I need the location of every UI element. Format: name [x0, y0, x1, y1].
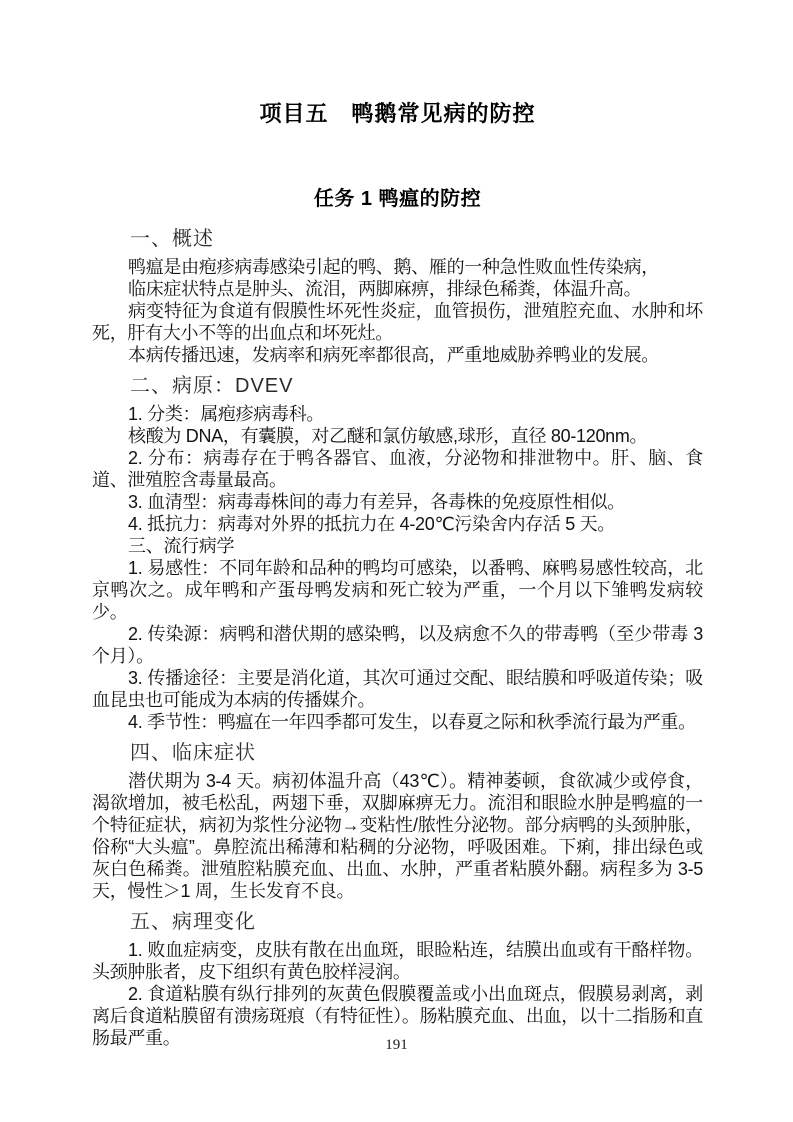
task-title: 任务 1 鸭瘟的防控	[313, 188, 482, 210]
body-paragraph: 3. 传播途径：主要是消化道，其次可通过交配、眼结膜和呼吸道传染；吸血昆虫也可能成为本病的传播媒介。	[92, 668, 703, 710]
body-paragraph: 2. 分布：病毒存在于鸭各器官、血液，分泌物和排泄物中。肝、脑、食道、泄殖腔含毒量最高。	[92, 448, 703, 490]
section-heading: 二、病原：DVEV	[130, 375, 294, 397]
body-paragraph: 2. 食道粘膜有纵行排列的灰黄色假膜覆盖或小出血斑点，假膜易剥离，剥离后食道粘膜留有溃疡斑痕（有特征性）。肠粘膜充血、出血，以十二指肠和直肠最严重。	[92, 984, 703, 1048]
body-paragraph: 2. 传染源：病鸭和潜伏期的感染鸭，以及病愈不久的带毒鸭（至少带毒 3 个月）。	[92, 624, 703, 666]
page-number: 191	[385, 1037, 408, 1053]
body-paragraph: 3. 血清型：病毒毒株间的毒力有差异，各毒株的免疫原性相似。	[128, 492, 626, 512]
body-paragraph: 本病传播迅速，发病率和病死率都很高，严重地威胁养鸭业的发展。	[128, 345, 659, 365]
body-paragraph: 1. 易感性：不同年龄和品种的鸭均可感染，以番鸭、麻鸭易感性较高，北京鸭次之。成年鸭和产蛋母鸭发病和死亡较为严重，一个月以下雏鸭发病较少。	[92, 558, 703, 622]
section-heading: 四、临床症状	[130, 742, 256, 764]
body-paragraph: 1. 分类：属疱疹病毒科。	[128, 404, 325, 424]
document-body	[92, 226, 703, 1049]
section-heading: 五、病理变化	[130, 911, 256, 933]
section-heading: 一、概述	[130, 228, 214, 250]
body-paragraph: 4. 抵抗力：病毒对外界的抵抗力在 4-20℃污染舍内存活 5 天。	[128, 514, 616, 534]
body-paragraph: 病变特征为食道有假膜性坏死性炎症，血管损伤，泄殖腔充血、水肿和坏死，肝有大小不等的出血点和坏死灶。	[92, 301, 703, 343]
body-paragraph: 潜伏期为 3-4 天。病初体温升高（43℃）。精神萎顿，食欲减少或停食，渴欲增加，被毛松乱，两翅下垂，双脚麻痹无力。流泪和眼睑水肿是鸭瘟的一个特征症状，病初为浆性分泌物→变粘性/脓性分泌物。部分病鸭的头颈肿胀，俗称“大头瘟”。鼻腔流出稀薄和粘稠的分泌物，呼吸困难。下痢，排出绿色或灰白色稀粪。泄殖腔粘膜充血、出血、水肿，严重者粘膜外翻。病程多为 3-5 天，慢性＞1 周，生长发育不良。	[92, 771, 703, 901]
body-paragraph: 核酸为 DNA，有囊膜，对乙醚和氯仿敏感,球形，直径 80-120nm。	[128, 426, 648, 446]
body-paragraph: 三、流行病学	[128, 536, 235, 556]
body-paragraph: 鸭瘟是由疱疹病毒感染引起的鸭、鹅、雁的一种急性败血性传染病，	[128, 257, 659, 277]
body-paragraph: 1. 败血症病变，皮肤有散在出血斑，眼睑粘连，结膜出血或有干酪样物。头颈肿胀者，皮下组织有黄色胶样浸润。	[92, 940, 703, 982]
body-paragraph: 4. 季节性：鸭瘟在一年四季都可发生，以春夏之际和秋季流行最为严重。	[128, 712, 696, 732]
body-paragraph: 临床症状特点是肿头、流泪，两脚麻痹，排绿色稀粪，体温升高。	[128, 279, 642, 299]
chapter-title: 项目五 鸭鹅常见病的防控	[259, 101, 536, 126]
